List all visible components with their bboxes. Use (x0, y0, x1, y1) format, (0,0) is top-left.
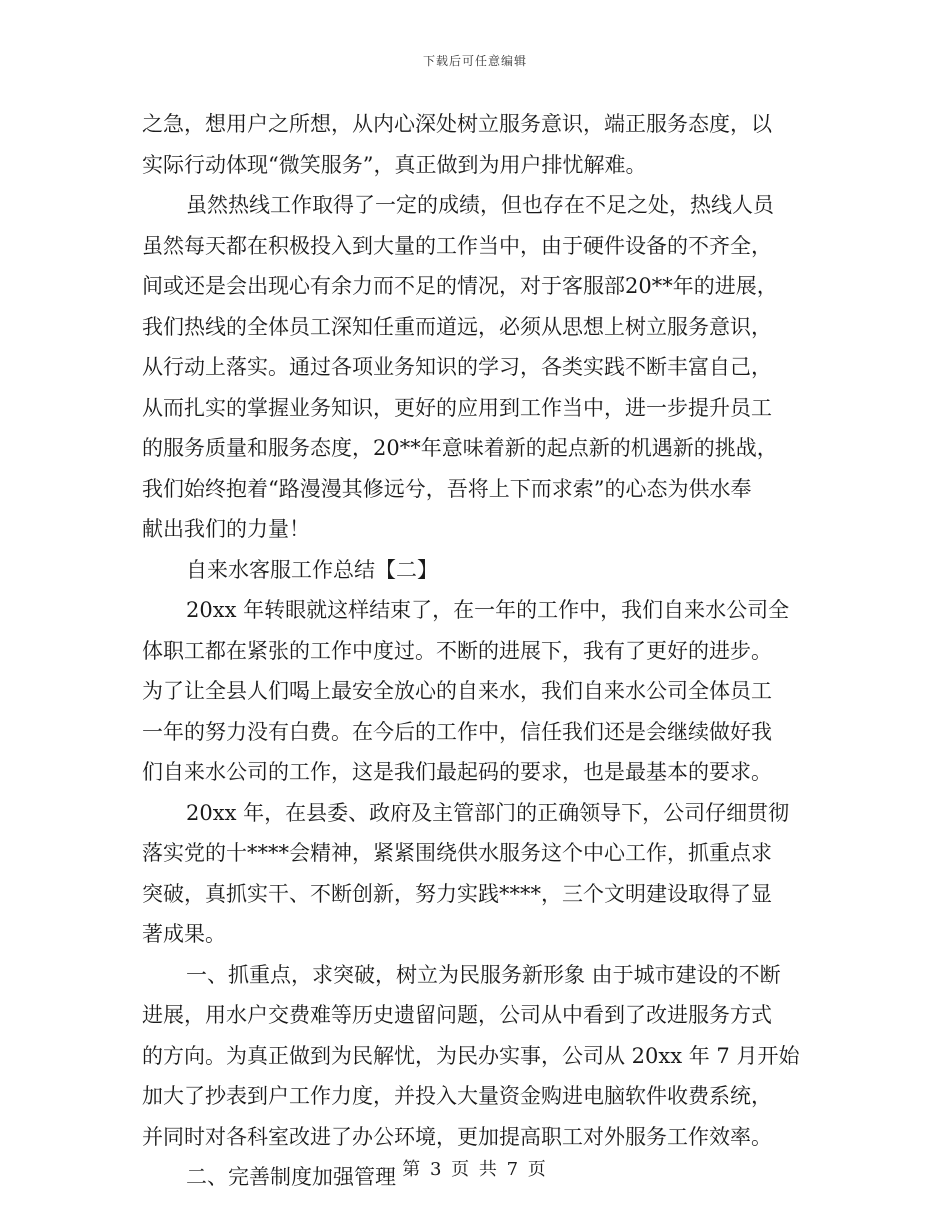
paragraph-5 (142, 955, 810, 1158)
text-line: 一、抓重点，求突破，树立为民服务新形象 由于城市建设的不断 (186, 962, 781, 987)
text-line: 著成果。 (142, 922, 226, 946)
document-body (142, 104, 810, 1198)
text-line: 20xx 年，在县委、政府及主管部门的正确领导下，公司仔细贯彻 (186, 800, 790, 825)
text-line: 之急，想用户之所想，从内心深处树立服务意识，端正服务态度，以 (142, 112, 772, 136)
text-line: 20xx 年转眼就这样结束了，在一年的工作中，我们自来水公司全 (186, 598, 790, 622)
page-header: 下载后可任意编辑 (422, 54, 527, 68)
paragraph-2 (142, 185, 810, 550)
section-subheading: 二、完善制度加强管理 (186, 1165, 396, 1189)
text-line: 进展，用水户交费难等历史遗留问题，公司从中看到了改进服务方式 (142, 1003, 772, 1027)
text-line: 的方向。为真正做到为民解忧，为民办实事，公司从 20xx 年 7 月开始 (142, 1043, 800, 1068)
text-line: 体职工都在紧张的工作中度过。不断的进展下，我有了更好的进步。 (142, 638, 772, 663)
text-line: 实际行动体现“微笑服务”，真正做到为用户排忧解难。 (142, 152, 647, 177)
text-line: 献出我们的力量！ (142, 517, 310, 541)
text-line: 的服务质量和服务态度，20**年意味着新的起点新的机遇新的挑战， (142, 436, 778, 460)
text-line: 为了让全县人们喝上最安全放心的自来水，我们自来水公司全体员工 (142, 679, 772, 703)
text-line: 并同时对各科室改进了办公环境，更加提高职工对外服务工作效率。 (142, 1124, 772, 1149)
page-number: 第 3 页 共 7 页 (402, 1159, 548, 1180)
text-line: 间或还是会出现心有余力而不足的情况，对于客服部20**年的进展， (142, 274, 778, 298)
text-line: 我们热线的全体员工深知任重而道远，必须从思想上树立服务意识， (142, 314, 772, 339)
text-line: 们自来水公司的工作，这是我们最起码的要求，也是最基本的要求。 (142, 760, 772, 784)
paragraph-4 (142, 793, 810, 955)
text-line: 一年的努力没有白费。在今后的工作中，信任我们还是会继续做好我 (142, 719, 772, 744)
text-line: 加大了抄表到户工作力度，并投入大量资金购进电脑软件收费系统， (142, 1084, 772, 1108)
section-heading: 自来水客服工作总结【二】 (186, 557, 438, 582)
text-line: 虽然热线工作取得了一定的成绩，但也存在不足之处，热线人员 (186, 193, 774, 217)
text-line: 从而扎实的掌握业务知识，更好的应用到工作当中，进一步提升员工 (142, 395, 772, 420)
text-line: 从行动上落实。通过各项业务知识的学习，各类实践不断丰富自己， (142, 355, 772, 379)
text-line: 我们始终抱着“路漫漫其修远兮，吾将上下而求索”的心态为供水奉 (142, 476, 752, 501)
text-line: 突破，真抓实干、不断创新，努力实践****，三个文明建设取得了显 (142, 881, 772, 906)
paragraph-1 (142, 104, 810, 185)
paragraph-3 (142, 590, 810, 793)
text-line: 虽然每天都在积极投入到大量的工作当中，由于硬件设备的不齐全， (142, 233, 772, 258)
text-line: 落实党的十****会精神，紧紧围绕供水服务这个中心工作，抓重点求 (142, 841, 772, 865)
